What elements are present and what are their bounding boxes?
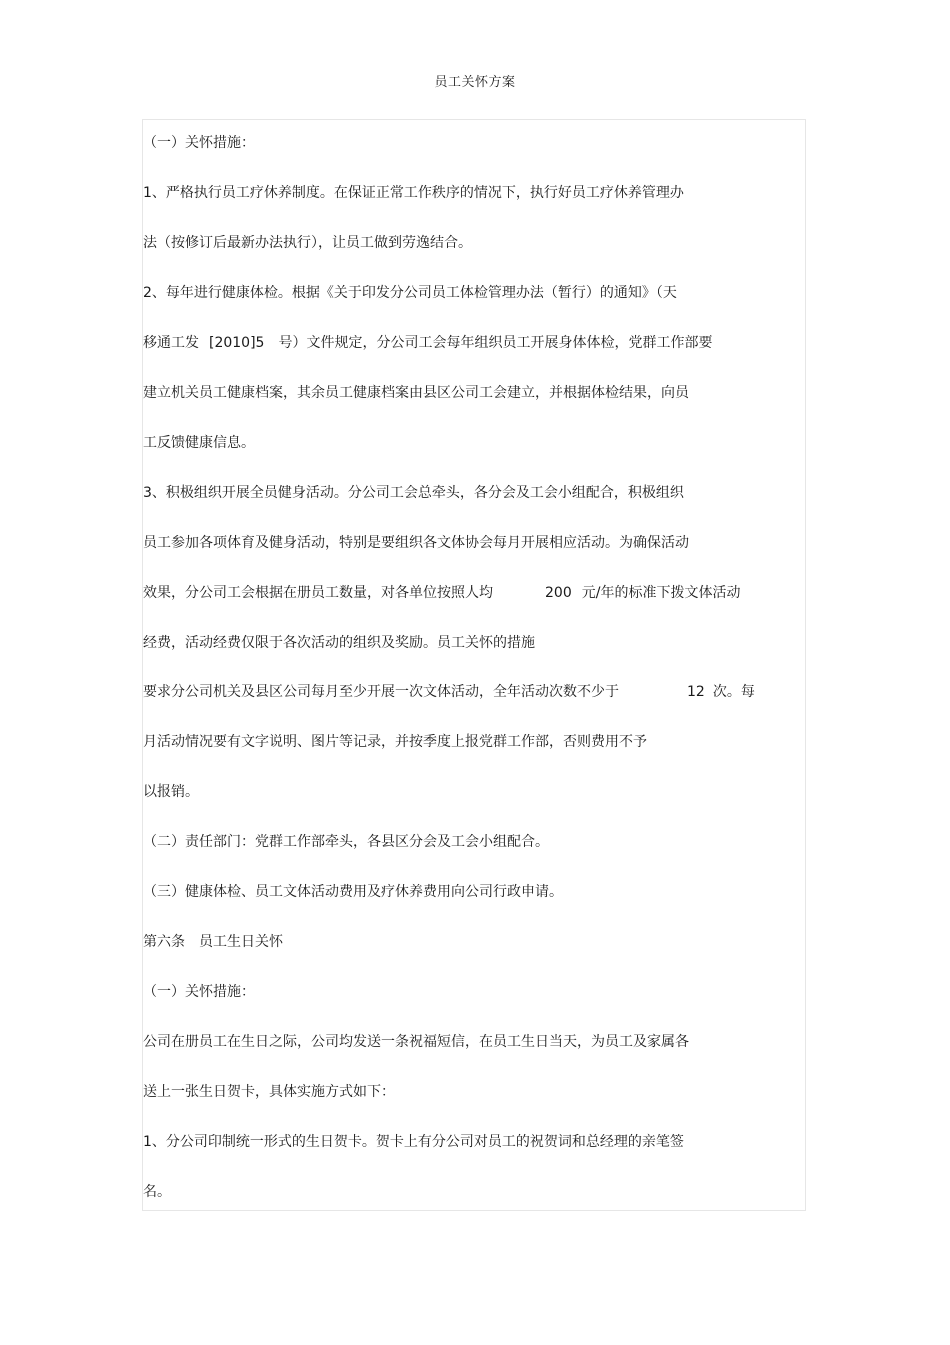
- paragraph-line: 以报销。: [143, 784, 199, 800]
- paragraph-line: 2、每年进行健康体检。根据《关于印发分公司员工体检管理办法（暂行）的通知》（天: [143, 285, 677, 301]
- count-value: 12: [687, 684, 705, 700]
- paragraph-line: 3、积极组织开展全员健身活动。分公司工会总牵头，各分会及工会小组配合，积极组织: [143, 485, 684, 501]
- subsection-heading: （一）关怀措施：: [143, 135, 255, 151]
- text-fragment: 效果，分公司工会根据在册员工数量，对各单位按照人均: [143, 585, 493, 601]
- paragraph-line: 建立机关员工健康档案，其余员工健康档案由县区公司工会建立，并根据体检结果，向员: [143, 385, 689, 401]
- paragraph-line: 月活动情况要有文字说明、图片等记录，并按季度上报党群工作部，否则费用不予: [143, 734, 647, 750]
- text-fragment: 号）文件规定，分公司工会每年组织员工开展身体体检，党群工作部要: [278, 335, 713, 351]
- text-fragment: 次。每: [712, 684, 755, 700]
- paragraph-line: 工反馈健康信息。: [143, 435, 255, 451]
- article-number: 第六条: [143, 934, 185, 950]
- paragraph-line: （二）责任部门：党群工作部牵头，各县区分会及工会小组配合。: [143, 834, 549, 850]
- paragraph-line: [143, 333, 712, 353]
- text-fragment: 移通工发: [143, 335, 199, 351]
- paragraph-line: 法（按修订后最新办法执行），让员工做到劳逸结合。: [143, 235, 472, 251]
- paragraph-line: 1、严格执行员工疗休养制度。在保证正常工作秩序的情况下，执行好员工疗休养管理办: [143, 185, 684, 201]
- paragraph-line: 1、分公司印制统一形式的生日贺卡。贺卡上有分公司对员工的祝贺词和总经理的亲笔签: [143, 1134, 684, 1150]
- paragraph-line: 员工参加各项体育及健身活动，特别是要组织各文体协会每月开展相应活动。为确保活动: [143, 535, 689, 551]
- paragraph-line: 公司在册员工在生日之际，公司均发送一条祝福短信，在员工生日当天，为员工及家属各: [143, 1034, 689, 1050]
- paragraph-line: 名。: [143, 1184, 171, 1200]
- paragraph-line: （三）健康体检、员工文体活动费用及疗休养费用向公司行政申请。: [143, 884, 563, 900]
- page-header: 员工关怀方案: [434, 75, 516, 90]
- article-title: 员工生日关怀: [199, 934, 283, 950]
- article-heading: [143, 932, 283, 952]
- document-number: [2010]5: [209, 335, 265, 351]
- paragraph-line: 送上一张生日贺卡，具体实施方式如下：: [143, 1084, 395, 1100]
- amount-value: 200: [545, 585, 572, 601]
- paragraph-line: 经费，活动经费仅限于各次活动的组织及奖励。员工关怀的措施: [143, 635, 535, 651]
- text-fragment: 要求分公司机关及县区公司每月至少开展一次文体活动，全年活动次数不少于: [143, 684, 619, 700]
- text-fragment: 元/年的标准下拨文体活动: [581, 585, 741, 601]
- subsection-heading: （一）关怀措施：: [143, 984, 255, 1000]
- paragraph-line: [143, 583, 740, 603]
- paragraph-line: [143, 682, 755, 702]
